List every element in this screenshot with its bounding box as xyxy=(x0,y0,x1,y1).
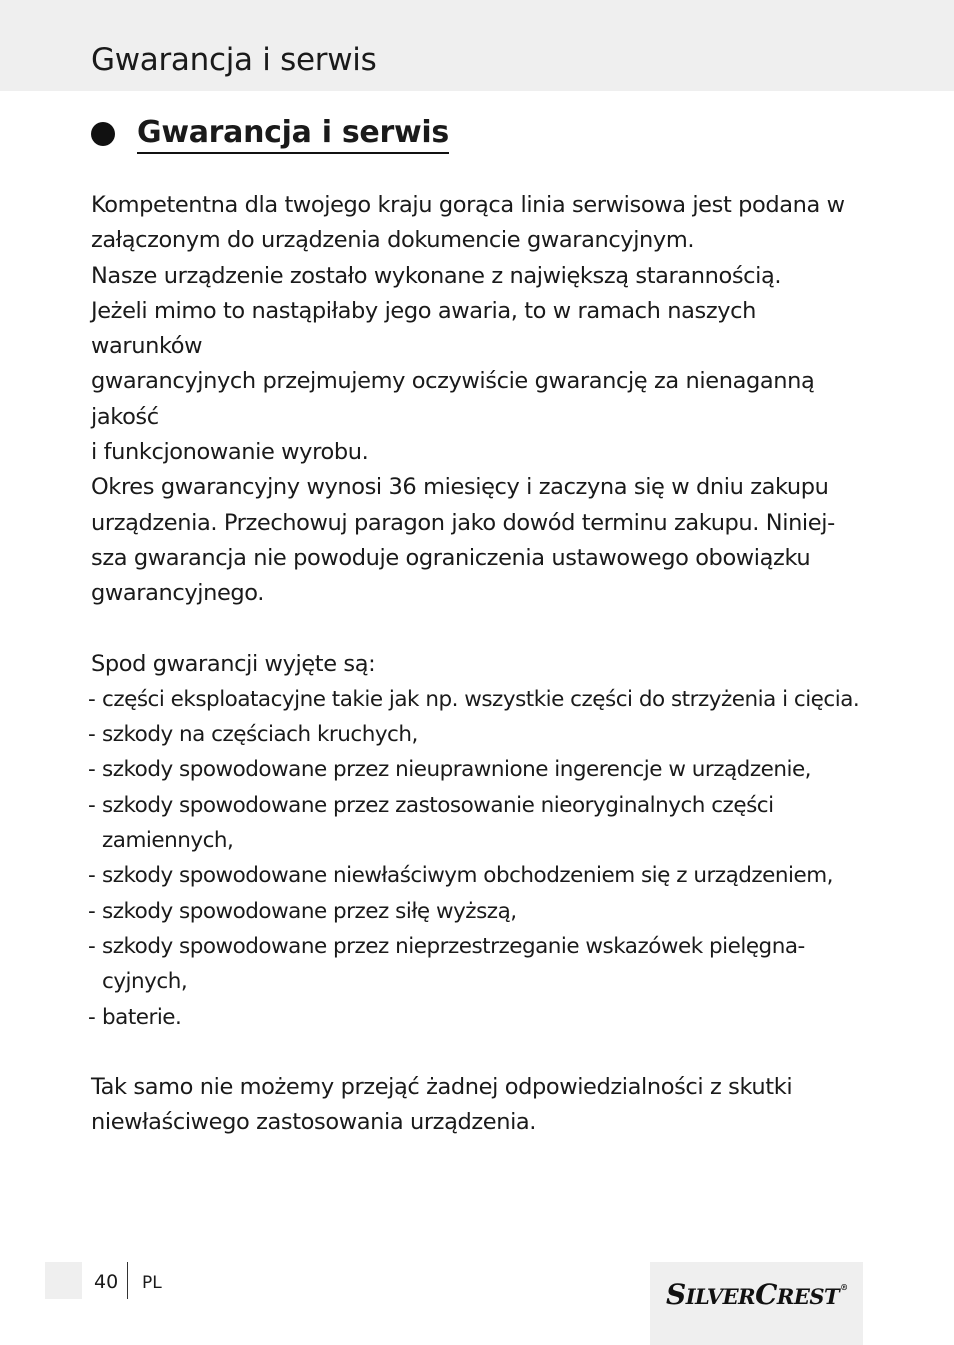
dash-marker: - xyxy=(88,898,96,924)
list-item-text: szkody spowodowane przez nieuprawnione ingerencje w urządzenie, xyxy=(102,757,812,783)
page-header-title: Gwarancja i serwis xyxy=(91,42,377,78)
dash-marker: - xyxy=(88,686,96,712)
dash-marker: - xyxy=(88,792,96,818)
paragraph-line: załączonym do urządzenia dokumencie gwarancyjnym. xyxy=(91,227,695,254)
list-item xyxy=(90,788,871,859)
paragraph-line: i funkcjonowanie wyrobu. xyxy=(91,439,369,466)
dash-marker: - xyxy=(88,933,96,959)
footer-marker-box xyxy=(45,1262,82,1299)
body-text xyxy=(88,188,871,1140)
dash-marker: - xyxy=(88,722,96,748)
silvercrest-logo: SILVERCREST® xyxy=(666,1278,848,1311)
exclusions-list xyxy=(88,682,871,1035)
dash-marker: - xyxy=(88,757,96,783)
paragraph-line: Jeżeli mimo to nastąpiłaby jego awaria, to w ramach naszych warunków xyxy=(91,297,756,360)
list-item-text: szkody na częściach kruchych, xyxy=(102,722,418,748)
paragraph-line: urządzenia. Przechowuj paragon jako dowód terminu zakupu. Niniej- xyxy=(91,509,835,536)
page-number: 40 xyxy=(94,1271,119,1293)
dash-marker: - xyxy=(88,863,96,889)
paragraph-line: Okres gwarancyjny wynosi 36 miesięcy i zaczyna się w dniu zakupu xyxy=(91,474,829,501)
exclusions-intro: Spod gwarancji wyjęte są: xyxy=(91,650,376,677)
list-item xyxy=(90,752,871,787)
list-item-text: szkody spowodowane przez nieprzestrzeganie wskazówek pielęgna- cyjnych, xyxy=(102,933,805,995)
paragraph-line: Nasze urządzenie zostało wykonane z największą starannością. xyxy=(91,262,782,289)
section-heading xyxy=(91,114,449,154)
paragraph-line: sza gwarancja nie powoduje ograniczenia ustawowego obowiązku xyxy=(91,544,811,571)
paragraph-line: gwarancyjnych przejmujemy oczywiście gwarancję za nienaganną jakość xyxy=(91,368,815,430)
list-item-text: szkody spowodowane przez siłę wyższą, xyxy=(102,898,517,924)
closing-line: niewłaściwego zastosowania urządzenia. xyxy=(91,1109,537,1136)
list-item xyxy=(90,894,871,929)
list-item-text: szkody spowodowane przez zastosowanie nieoryginalnych części zamiennych, xyxy=(102,792,774,854)
list-item-text: baterie. xyxy=(102,1004,182,1030)
list-item xyxy=(90,929,871,1000)
section-heading-text: Gwarancja i serwis xyxy=(137,115,449,154)
list-item xyxy=(90,858,871,893)
closing-line: Tak samo nie możemy przejąć żadnej odpowiedzialności z skutki xyxy=(91,1073,793,1100)
bullet-icon xyxy=(91,122,115,146)
list-item xyxy=(90,1000,871,1035)
list-item xyxy=(90,717,871,752)
paragraph-line: gwarancyjnego. xyxy=(91,580,265,607)
language-code: PL xyxy=(142,1273,162,1293)
paragraph-line: Kompetentna dla twojego kraju gorąca linia serwisowa jest podana w xyxy=(91,192,845,218)
list-item xyxy=(90,682,871,717)
dash-marker: - xyxy=(88,1004,96,1030)
list-item-text: części eksploatacyjne takie jak np. wszystkie części do strzyżenia i cięcia. xyxy=(102,686,860,712)
list-item-text: szkody spowodowane niewłaściwym obchodzeniem się z urządzeniem, xyxy=(102,863,834,889)
footer-divider xyxy=(127,1262,128,1299)
